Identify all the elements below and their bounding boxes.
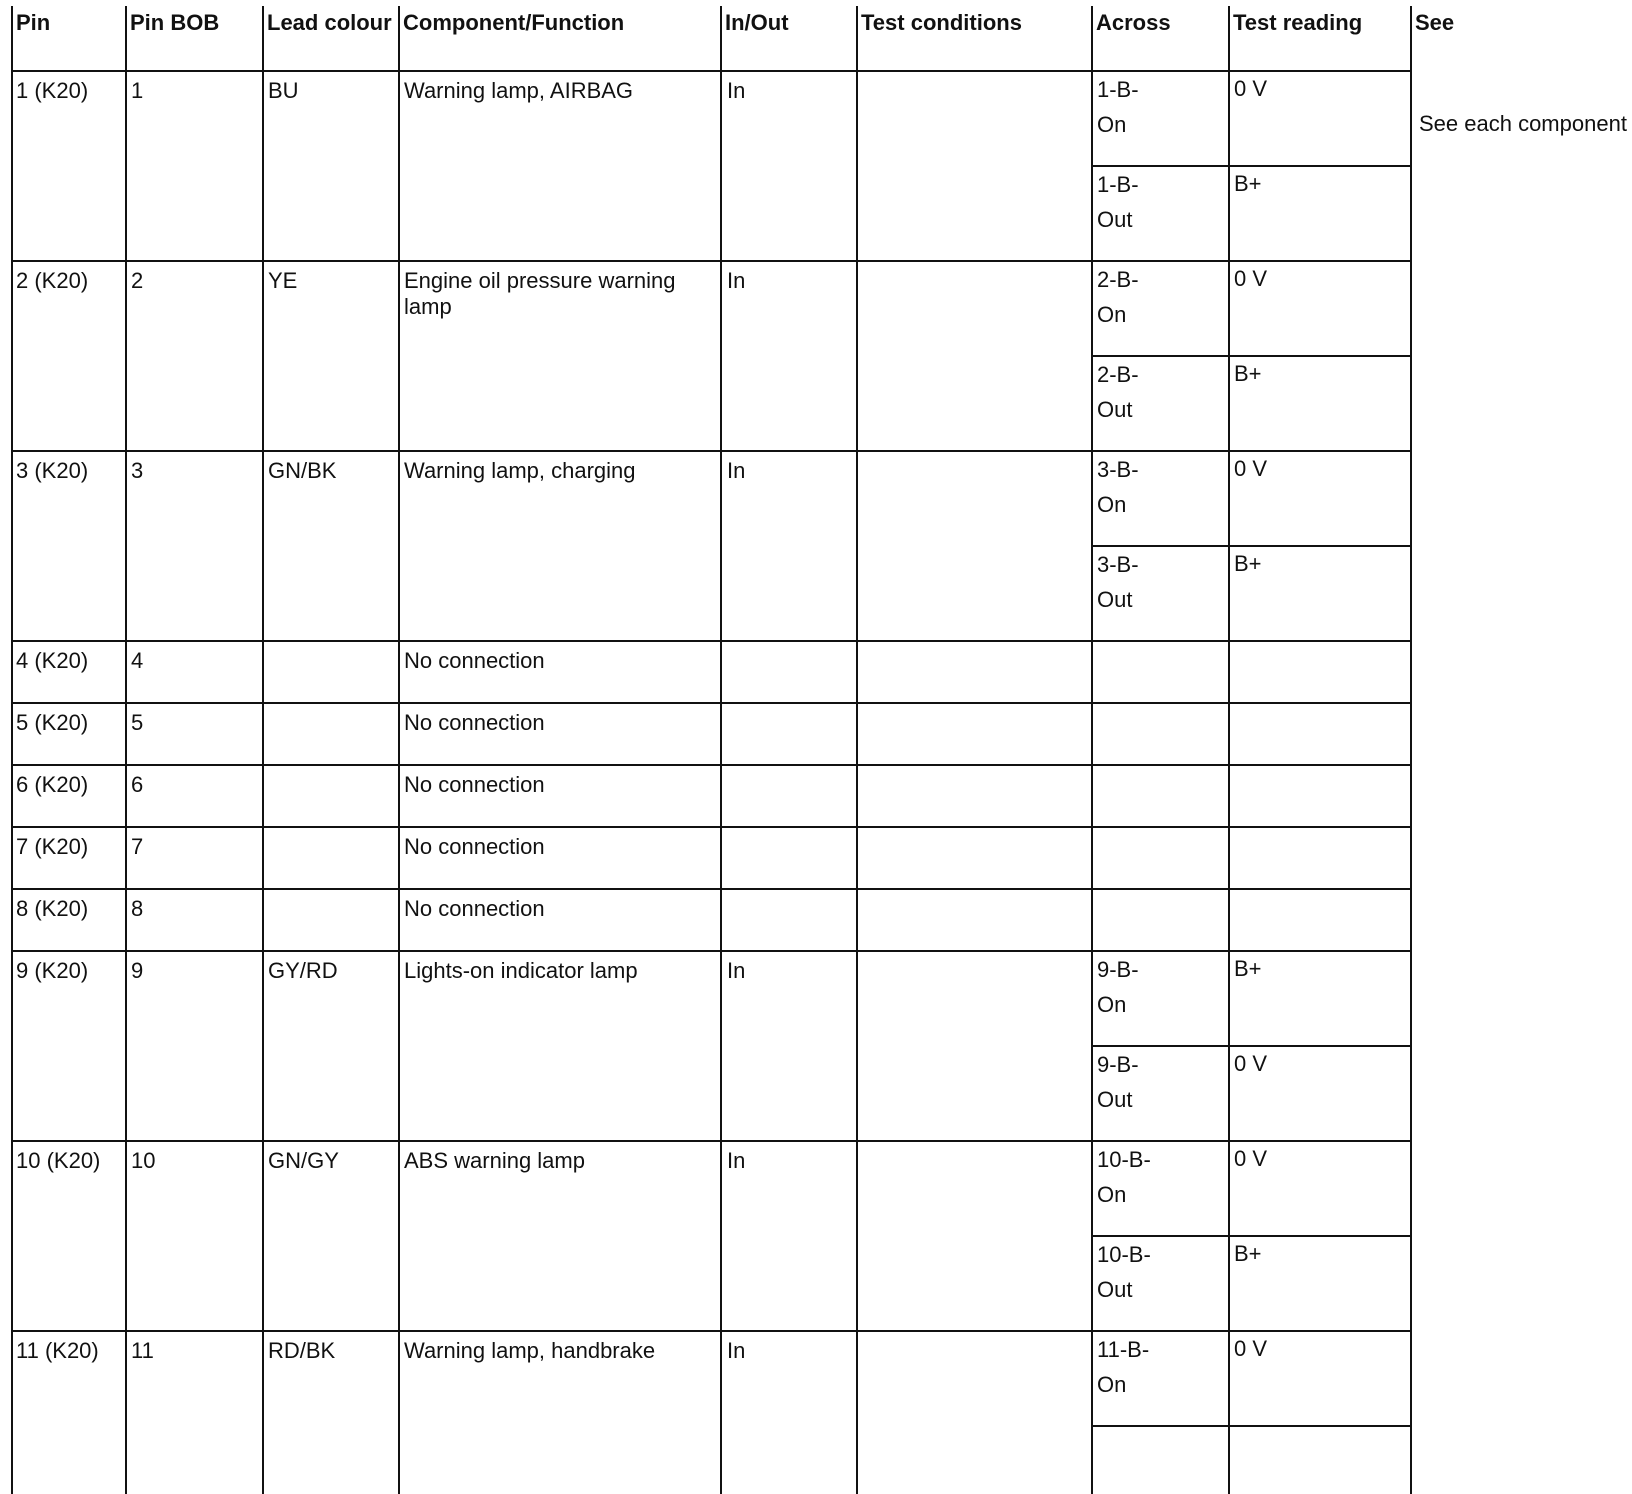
across-part: 10-B- — [1097, 1242, 1151, 1267]
pin-cell: 1 (K20) — [16, 78, 89, 103]
pin-cell: 8 (K20) — [16, 896, 89, 921]
pin-cell: 7 (K20) — [16, 834, 89, 859]
pin-cell: 2 (K20) — [16, 268, 89, 293]
test-reading-cell: B+ — [1234, 171, 1262, 196]
test-reading-cell: 0 V — [1234, 1051, 1268, 1076]
header-across: Across — [1096, 10, 1171, 35]
in-out-cell: In — [727, 1338, 746, 1363]
column-divider — [856, 6, 858, 1494]
column-divider — [1228, 6, 1230, 1494]
across-cell — [1097, 1237, 1151, 1307]
across-cell — [1097, 357, 1139, 427]
sub-row-rule — [1091, 1045, 1412, 1047]
across-cell — [1097, 452, 1139, 522]
column-divider — [1091, 6, 1093, 1494]
component-cell: Warning lamp, handbrake — [404, 1338, 656, 1363]
pin-bob-cell: 6 — [131, 772, 144, 797]
pin-bob-cell: 8 — [131, 896, 144, 921]
across-cell — [1097, 1142, 1151, 1212]
row-rule — [11, 950, 1412, 952]
in-out-cell: In — [727, 958, 746, 983]
in-out-cell: In — [727, 1148, 746, 1173]
pin-cell: 11 (K20) — [16, 1338, 99, 1363]
sub-row-rule — [1091, 355, 1412, 357]
pin-cell: 10 (K20) — [16, 1148, 101, 1173]
across-part: Out — [1097, 207, 1133, 232]
header-rule — [11, 70, 1412, 72]
test-reading-cell: 0 V — [1234, 76, 1268, 101]
pin-cell: 6 (K20) — [16, 772, 89, 797]
pin-cell: 4 (K20) — [16, 648, 89, 673]
row-rule — [11, 702, 1412, 704]
lead-colour-cell: GY/RD — [268, 958, 338, 983]
lead-colour-cell: RD/BK — [268, 1338, 336, 1363]
in-out-cell: In — [727, 78, 746, 103]
lead-colour-cell: GN/GY — [268, 1148, 339, 1173]
across-part: 3-B- — [1097, 457, 1139, 482]
across-cell — [1097, 1047, 1139, 1117]
row-rule — [11, 640, 1412, 642]
across-cell — [1097, 1332, 1149, 1402]
across-part: On — [1097, 492, 1127, 517]
pin-bob-cell: 9 — [131, 958, 144, 983]
lead-colour-cell: BU — [268, 78, 299, 103]
in-out-cell: In — [727, 268, 746, 293]
see-note: See each component — [1419, 111, 1627, 136]
test-reading-cell: 0 V — [1234, 456, 1268, 481]
sub-row-rule — [1091, 1425, 1412, 1427]
pin-bob-cell: 11 — [131, 1338, 154, 1363]
across-part: 2-B- — [1097, 362, 1139, 387]
row-rule — [11, 260, 1412, 262]
across-part: On — [1097, 112, 1127, 137]
header-test-conditions: Test conditions — [861, 10, 1022, 35]
component-cell: No connection — [404, 896, 545, 921]
across-cell — [1097, 547, 1139, 617]
across-part: 9-B- — [1097, 1052, 1139, 1077]
test-reading-cell: B+ — [1234, 551, 1262, 576]
pin-bob-cell: 1 — [131, 78, 144, 103]
column-divider — [720, 6, 722, 1494]
pin-bob-cell: 10 — [131, 1148, 156, 1173]
across-part: On — [1097, 992, 1127, 1017]
pin-bob-cell: 5 — [131, 710, 144, 735]
across-part: 11-B- — [1097, 1337, 1150, 1362]
sub-row-rule — [1091, 165, 1412, 167]
test-reading-cell: 0 V — [1234, 1146, 1268, 1171]
component-cell: Lights-on indicator lamp — [404, 958, 638, 983]
header-pin: Pin — [16, 10, 51, 35]
across-part: 9-B- — [1097, 957, 1139, 982]
component-cell: No connection — [404, 710, 545, 735]
in-out-cell: In — [727, 458, 746, 483]
header-component-function: Component/Function — [403, 10, 625, 35]
lead-colour-cell: GN/BK — [268, 458, 337, 483]
across-part: On — [1097, 1182, 1127, 1207]
header-test-reading: Test reading — [1233, 10, 1363, 35]
header-pin-bob: Pin BOB — [130, 10, 220, 35]
test-reading-cell: B+ — [1234, 361, 1262, 386]
pin-bob-cell: 2 — [131, 268, 144, 293]
pin-bob-cell: 7 — [131, 834, 144, 859]
pin-bob-cell: 3 — [131, 458, 144, 483]
component-cell: Engine oil pressure warning lamp — [404, 268, 676, 319]
across-part: Out — [1097, 1087, 1133, 1112]
pin-bob-cell: 4 — [131, 648, 144, 673]
row-rule — [11, 1140, 1412, 1142]
component-cell: No connection — [404, 648, 545, 673]
component-cell: No connection — [404, 772, 545, 797]
across-part: On — [1097, 1372, 1127, 1397]
sub-row-rule — [1091, 545, 1412, 547]
row-rule — [11, 888, 1412, 890]
component-cell: ABS warning lamp — [404, 1148, 585, 1173]
across-cell — [1097, 72, 1139, 142]
component-cell: No connection — [404, 834, 545, 859]
column-divider — [1410, 6, 1412, 1494]
test-reading-cell: B+ — [1234, 1241, 1262, 1266]
across-part: 2-B- — [1097, 267, 1139, 292]
column-divider — [125, 6, 127, 1494]
row-rule — [11, 1330, 1412, 1332]
across-part: Out — [1097, 1277, 1133, 1302]
across-part: On — [1097, 302, 1127, 327]
header-in-out: In/Out — [725, 10, 789, 35]
across-part: 10-B- — [1097, 1147, 1151, 1172]
across-part: 1-B- — [1097, 77, 1139, 102]
header-see: See — [1415, 10, 1455, 35]
test-reading-cell: 0 V — [1234, 266, 1268, 291]
across-part: Out — [1097, 397, 1133, 422]
across-cell — [1097, 262, 1139, 332]
test-reading-cell: B+ — [1234, 956, 1262, 981]
component-cell: Warning lamp, charging — [404, 458, 636, 483]
lead-colour-cell: YE — [268, 268, 298, 293]
component-cell: Warning lamp, AIRBAG — [404, 78, 634, 103]
across-part: 3-B- — [1097, 552, 1139, 577]
pin-cell: 5 (K20) — [16, 710, 89, 735]
across-cell — [1097, 952, 1139, 1022]
across-part: Out — [1097, 587, 1133, 612]
column-divider — [262, 6, 264, 1494]
across-part: 1-B- — [1097, 172, 1139, 197]
header-lead-colour: Lead colour — [267, 10, 392, 35]
across-cell — [1097, 167, 1139, 237]
row-rule — [11, 826, 1412, 828]
row-rule — [11, 764, 1412, 766]
pin-cell: 3 (K20) — [16, 458, 89, 483]
column-divider — [11, 6, 13, 1494]
pin-cell: 9 (K20) — [16, 958, 89, 983]
row-rule — [11, 450, 1412, 452]
test-reading-cell: 0 V — [1234, 1336, 1268, 1361]
column-divider — [398, 6, 400, 1494]
